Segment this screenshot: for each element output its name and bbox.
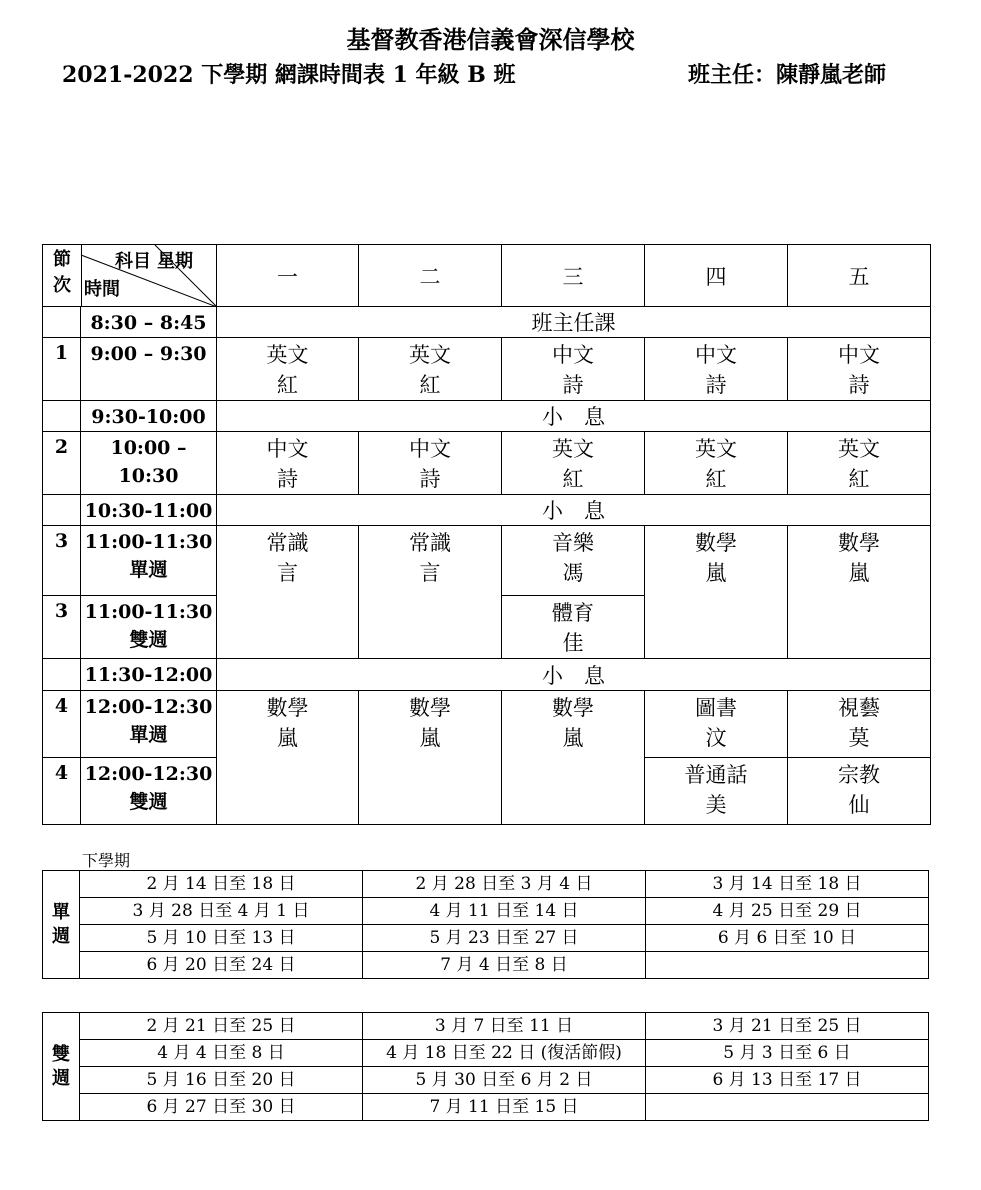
period-cell [43,401,81,432]
subject: 數學 [838,531,880,555]
lesson-cell [645,432,788,495]
teacher: 嵐 [562,726,584,750]
time-cell: 10:30-11:00 [81,495,217,526]
teacher: 馮 [562,561,584,585]
teacher: 嵐 [419,726,441,750]
date-range: 4 月 25 日至 29 日 [646,898,929,925]
period-cell [43,495,81,526]
subject: 中文 [838,343,880,367]
date-range: 3 月 7 日至 11 日 [363,1013,646,1040]
subject: 數學 [695,531,737,555]
corner-subject-label: 科目 [115,251,151,272]
date-range: 2 月 28 日至 3 月 4 日 [363,871,646,898]
break-row: 小 息 [217,401,931,432]
lesson-cell [645,691,788,758]
teacher: 詩 [419,467,441,491]
subject: 常識 [266,531,309,555]
lesson-cell [502,432,645,495]
date-range: 2 月 21 日至 25 日 [80,1013,363,1040]
teacher: 佳 [562,631,584,655]
subject: 數學 [552,696,594,720]
date-range: 5 月 23 日至 27 日 [363,925,646,952]
teacher: 仙 [848,793,870,817]
class-teacher: 班主任：陳靜嵐老師 [688,62,887,88]
subject: 數學 [266,696,309,720]
teacher: 紅 [562,467,584,491]
teacher: 詩 [277,467,298,491]
date-range: 4 月 11 日至 14 日 [363,898,646,925]
lesson-cell [502,338,645,401]
corner-period-label: 節次 [53,249,71,296]
teacher: 詩 [848,373,870,397]
time-cell: 8:30 – 8:45 [81,307,217,338]
subject: 普通話 [684,763,748,787]
time-cell: 11:00-11:30 雙週 [81,596,217,659]
date-range: 4 月 4 日至 8 日 [80,1040,363,1067]
period-cell: 3 [43,596,81,659]
date-range: 6 月 20 日至 24 日 [80,952,363,979]
school-name: 基督教香港信義會深信學校 [346,25,635,54]
period-cell [43,659,81,691]
lesson-cell [788,432,931,495]
lesson-cell [217,338,359,401]
date-range: 7 月 4 日至 8 日 [363,952,646,979]
date-range: 3 月 14 日至 18 日 [646,871,929,898]
term-label: 下學期 [82,851,131,870]
date-range: 6 月 6 日至 10 日 [646,925,929,952]
subject: 宗教 [838,763,880,787]
lesson-cell [645,758,788,825]
subject: 英文 [409,343,451,367]
single-week-dates [42,870,929,979]
time-cell: 9:00 – 9:30 [81,338,217,401]
lesson-cell [788,758,931,825]
date-range: 5 月 10 日至 13 日 [80,925,363,952]
teacher: 紅 [705,467,727,491]
period-cell: 4 [43,691,81,758]
date-range: 5 月 30 日至 6 月 2 日 [363,1067,646,1094]
teacher: 美 [705,793,727,817]
subject: 英文 [838,437,880,461]
lesson-cell [788,338,931,401]
corner-header [43,245,217,307]
corner-time-label: 時間 [84,279,120,300]
week-type: 雙週 [129,791,168,813]
subject: 英文 [266,343,309,367]
teacher: 言 [277,561,298,585]
date-range [646,1094,929,1121]
teacher: 紅 [419,373,441,397]
break-row: 小 息 [217,495,931,526]
date-range: 4 月 18 日至 22 日 (復活節假) [363,1040,646,1067]
subject: 音樂 [552,531,594,555]
time-cell: 9:30-10:00 [81,401,217,432]
timetable [42,244,931,825]
day-header: 一 [217,245,359,307]
lesson-cell [359,338,502,401]
lesson-cell [502,691,645,825]
teacher: 汶 [705,726,727,750]
week-type: 單週 [129,559,168,581]
date-range: 6 月 13 日至 17 日 [646,1067,929,1094]
subject: 體育 [552,601,594,625]
time-cell: 11:00-11:30 單週 [81,526,217,596]
timetable-heading: 2021-2022 下學期 網課時間表 1 年級 B 班 [62,62,516,88]
double-week-label: 雙 週 [43,1013,80,1121]
teacher: 言 [419,561,441,585]
date-range: 2 月 14 日至 18 日 [80,871,363,898]
teacher: 嵐 [705,561,727,585]
subject: 中文 [695,343,737,367]
period-cell: 2 [43,432,81,495]
week-type: 單週 [129,724,168,746]
subject: 英文 [695,437,737,461]
subject: 中文 [266,437,309,461]
teacher: 詩 [705,373,727,397]
date-range: 3 月 21 日至 25 日 [646,1013,929,1040]
time-cell: 10:00 – 10:30 [81,432,217,495]
date-range [646,952,929,979]
break-row: 小 息 [217,659,931,691]
week-type: 雙週 [129,629,168,651]
day-header: 二 [359,245,502,307]
lesson-cell [788,691,931,758]
lesson-cell [359,526,502,659]
date-range: 5 月 3 日至 6 日 [646,1040,929,1067]
time-cell: 12:00-12:30 單週 [81,691,217,758]
date-range: 5 月 16 日至 20 日 [80,1067,363,1094]
single-week-label: 單 週 [43,871,80,979]
lesson-cell [217,432,359,495]
teacher: 紅 [848,467,870,491]
time-cell: 12:00-12:30 雙週 [81,758,217,825]
lesson-cell [502,526,645,596]
date-range: 3 月 28 日至 4 月 1 日 [80,898,363,925]
subject: 數學 [409,696,451,720]
subject: 常識 [409,531,451,555]
homeroom-lesson: 班主任課 [217,307,931,338]
lesson-cell [788,526,931,659]
day-header: 四 [645,245,788,307]
teacher: 詩 [562,373,584,397]
lesson-cell [359,432,502,495]
lesson-cell [645,526,788,659]
period-cell: 3 [43,526,81,596]
lesson-cell [645,338,788,401]
period-cell: 1 [43,338,81,401]
day-header: 五 [788,245,931,307]
corner-day-label: 星期 [157,251,193,272]
teacher: 嵐 [848,561,870,585]
teacher: 莫 [848,726,870,750]
lesson-cell [217,691,359,825]
teacher: 嵐 [277,726,298,750]
lesson-cell [502,596,645,659]
date-range: 6 月 27 日至 30 日 [80,1094,363,1121]
day-header: 三 [502,245,645,307]
period-cell [43,307,81,338]
lesson-cell [359,691,502,825]
subject: 英文 [552,437,594,461]
period-cell: 4 [43,758,81,825]
double-week-dates [42,1012,929,1121]
subject: 中文 [409,437,451,461]
lesson-cell [217,526,359,659]
subject: 視藝 [838,696,880,720]
time-cell: 11:30-12:00 [81,659,217,691]
subject: 中文 [552,343,594,367]
teacher: 紅 [277,373,298,397]
date-range: 7 月 11 日至 15 日 [363,1094,646,1121]
subject: 圖書 [695,696,737,720]
